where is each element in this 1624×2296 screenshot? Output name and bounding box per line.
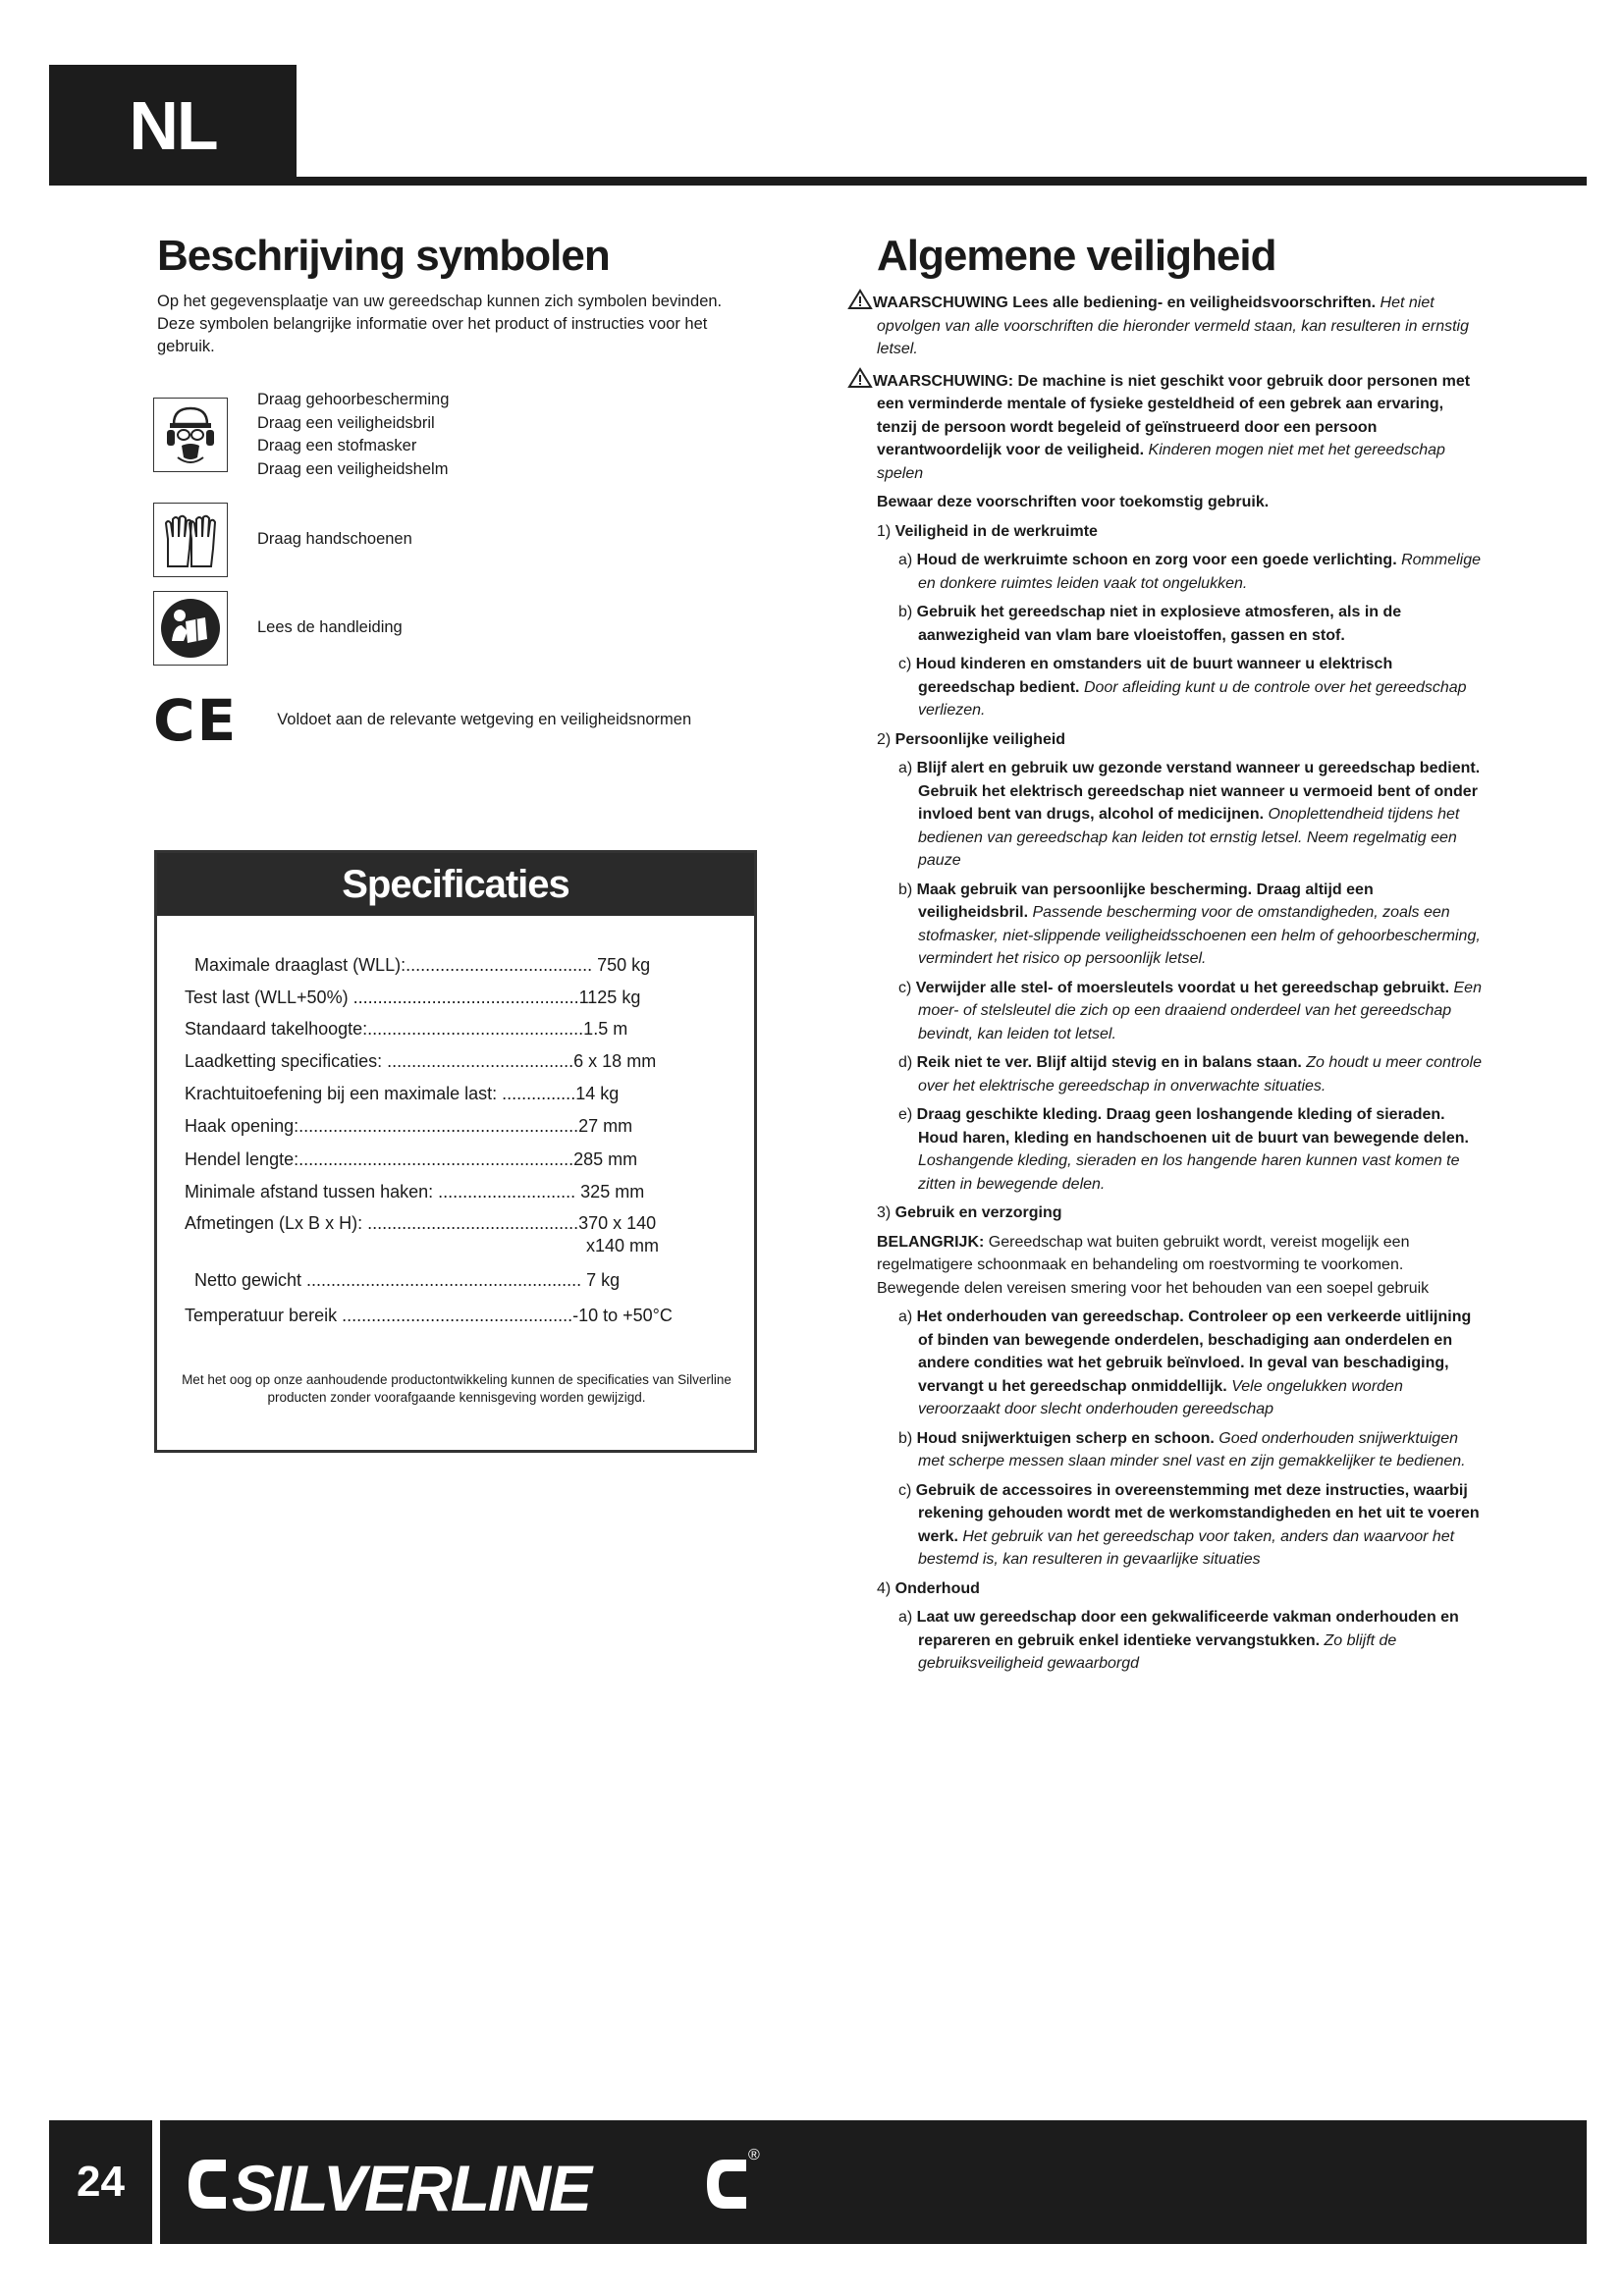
symbol-label: Draag een veiligheidshelm [257,459,449,478]
important-note: BELANGRIJK: Gereedschap wat buiten gebruikt wordt, vereist mogelijk een regelmatigere schoonmaak en behandeling om roestvorming te voorkomen. Bewegende delen vereisen smering voor het behouden van een soepel gebruik [877,1233,1430,1297]
page-number: 24 [77,2158,125,2206]
spec-row: Netto gewicht ........................................................ 7 kg [194,1270,621,1290]
warning-1: WAARSCHUWING Lees alle bediening- en veiligheidsvoorschriften. Het niet opvolgen van alle voorschriften die hieronder vermeld staan, kan resulteren in ernstig letsel. [877,289,1486,361]
svg-text:®: ® [748,2147,760,2163]
spec-row: Laadketting specificaties: ......................................6 x 18 mm [185,1051,657,1071]
symbol-label: Draag een stofmasker [257,437,417,454]
symbols-intro: Op het gegevensplaatje van uw gereedschap kunnen zich symbolen bevinden. Deze symbolen belangrijke informatie over het product of instructies voor het gebruik. [157,293,723,355]
spec-row: Minimale afstand tussen haken: ............................ 325 mm [185,1182,645,1201]
section-3-heading: 3) Gebruik en verzorging [877,1204,1062,1221]
list-item: c) Gebruik de accessoires in overeenstemming met deze instructies, waarbij rekening gehouden wordt met de werkomstandigheden en het uit te voeren werk. Het gebruik van het gereedschap voor taken, anders dan waarvoor het bestemd is, kan resulteren in gevaarlijke situaties [898,1481,1480,1568]
footer-bar [49,2120,1587,2244]
list-item: c) Verwijder alle stel- of moersleutels voordat u het gereedschap gebruikt. Een moer- of stelsleutel die zich op een draaiend onderdeel van het gereedschap bevindt, kan leiden tot letsel. [898,979,1482,1042]
silverline-logo [187,2138,776,2231]
specifications-title: Specificaties [157,853,754,916]
spec-row: Hendel lengte:........................................................285 mm [185,1149,638,1169]
list-item: a) Blijf alert en gebruik uw gezonde verstand wanneer u gereedschap bedient. Gebruik het elektrisch gereedschap niet wanneer u vermoeid bent of onder invloed bent van drugs, alcohol of medicijnen. Onoplettendheid tijdens het bedienen van gereedschap kan leiden tot ernstig letsel. Neem regelmatig een pauze [898,760,1481,869]
list-item: a) Laat uw gereedschap door een gekwalificeerde vakman onderhouden en repareren en gebruik enkel identieke vervangstukken. Zo blijft de gebruiksveiligheid gewaarborgd [898,1609,1459,1672]
warning-triangle-icon [847,289,873,310]
spec-row: Afmetingen (Lx B x H): ...........................................370 x 140 [185,1213,657,1233]
symbol-label: Draag gehoorbescherming [257,391,450,408]
symbol-row-gloves [153,503,412,577]
symbol-label: Draag een veiligheidsbril [257,413,435,432]
safety-title: Algemene veiligheid [877,232,1276,280]
spec-row: Haak opening:.........................................................27 mm [185,1116,633,1136]
list-item: a) Houd de werkruimte schoon en zorg voor een goede verlichting. Rommelige en donkere ruimtes leiden vaak tot ongelukken. [898,552,1481,592]
warning-2: WAARSCHUWING: De machine is niet geschikt voor gebruik door personen met een verminderde mentale of fysieke gesteldheid of een gebrek aan ervaring, tenzij de persoon wordt begeleid of geïnstrueerd door een persoon verantwoordelijk voor de veiligheid. Kinderen mogen niet met het gereedschap spelen [877,367,1486,486]
keep-instructions: Bewaar deze voorschriften voor toekomstig gebruik. [877,494,1270,510]
safety-text [873,289,1486,1682]
list-item: d) Reik niet te ver. Blijf altijd stevig en in balans staan. Zo houdt u meer controle over het elektrische gereedschap in onverwachte situaties. [898,1054,1483,1095]
section-2-heading: 2) Persoonlijke veiligheid [877,730,1066,748]
ce-mark-icon: CE [153,687,239,754]
spec-row-continuation: x140 mm [586,1236,660,1255]
symbol-label: Lees de handleiding [257,618,403,637]
symbol-row-manual [153,591,403,666]
list-item: b) Gebruik het gereedschap niet in explosieve atmosferen, als in de aanwezigheid van vlam bare vloeistoffen, gassen en stof. [898,604,1402,644]
spec-row: Krachtuitoefening bij een maximale last: ...............14 kg [185,1084,620,1103]
spec-row: Temperatuur bereik ...............................................-10 to +50°C [185,1306,673,1325]
symbol-row-safety [153,389,449,481]
warning-triangle-icon [847,367,873,389]
list-item: b) Houd snijwerktuigen scherp en schoon. Goed onderhouden snijwerktuigen met scherpe messen slaan minder snel vast en zijn gemakkelijker te bedienen. [898,1429,1466,1469]
language-code: NL [129,86,217,164]
symbols-title: Beschrijving symbolen [157,232,610,280]
symbol-label: Draag handschoenen [257,530,412,549]
symbol-row-ce [153,687,691,754]
safety-gear-icon [153,398,228,472]
list-item: b) Maak gebruik van persoonlijke bescherming. Draag altijd een veiligheidsbril. Passende bescherming voor de omstandigheden, zoals een stofmasker, niet-slippende veiligheidsschoenen een helm of gehoorbescherming, vermindert het risico op persoonlijk letsel. [898,881,1481,967]
section-1-heading: 1) Veiligheid in de werkruimte [877,522,1098,540]
section-4-heading: 4) Onderhoud [877,1579,980,1597]
spec-row: Maximale draaglast (WLL):...................................... 750 kg [194,955,651,975]
spec-row: Test last (WLL+50%) ..............................................1125 kg [185,988,641,1007]
specifications-box [154,850,757,1453]
footer-divider [152,2120,160,2244]
spec-row: Standaard takelhoogte:............................................1.5 m [185,1019,628,1039]
list-item: c) Houd kinderen en omstanders uit de buurt wanneer u elektrisch gereedschap bedient. Door afleiding kunt u de controle over het gereedschap verliezen. [898,656,1467,719]
language-tab [49,65,297,186]
read-manual-icon [153,591,228,666]
svg-text:SILVERLINE: SILVERLINE [232,2152,591,2224]
gloves-icon [153,503,228,577]
header-rule [49,177,1587,186]
list-item: a) Het onderhouden van gereedschap. Controleer op een verkeerde uitlijning of binden van bewegende onderdelen, beschadiging aan onderdelen en andere condities wat het gebruik beïnvloed. In geval van beschadiging, vervangt u het gereedschap onmiddellijk. Vele ongelukken worden veroorzaakt door slecht onderhouden gereedschap [898,1308,1472,1417]
specifications-note: Met het oog op onze aanhoudende productontwikkeling kunnen de specificaties van Silverline producten zonder voorafgaande kennisgeving worden gewijzigd. [182,1372,731,1405]
symbol-label: Voldoet aan de relevante wetgeving en veiligheidsnormen [277,711,692,729]
list-item: e) Draag geschikte kleding. Draag geen loshangende kleding of sieraden. Houd haren, kleding en handschoenen uit de buurt van bewegende delen. Loshangende kleding, sieraden en los hangende haren kunnen vast komen te zitten in bewegende delen. [898,1106,1469,1193]
